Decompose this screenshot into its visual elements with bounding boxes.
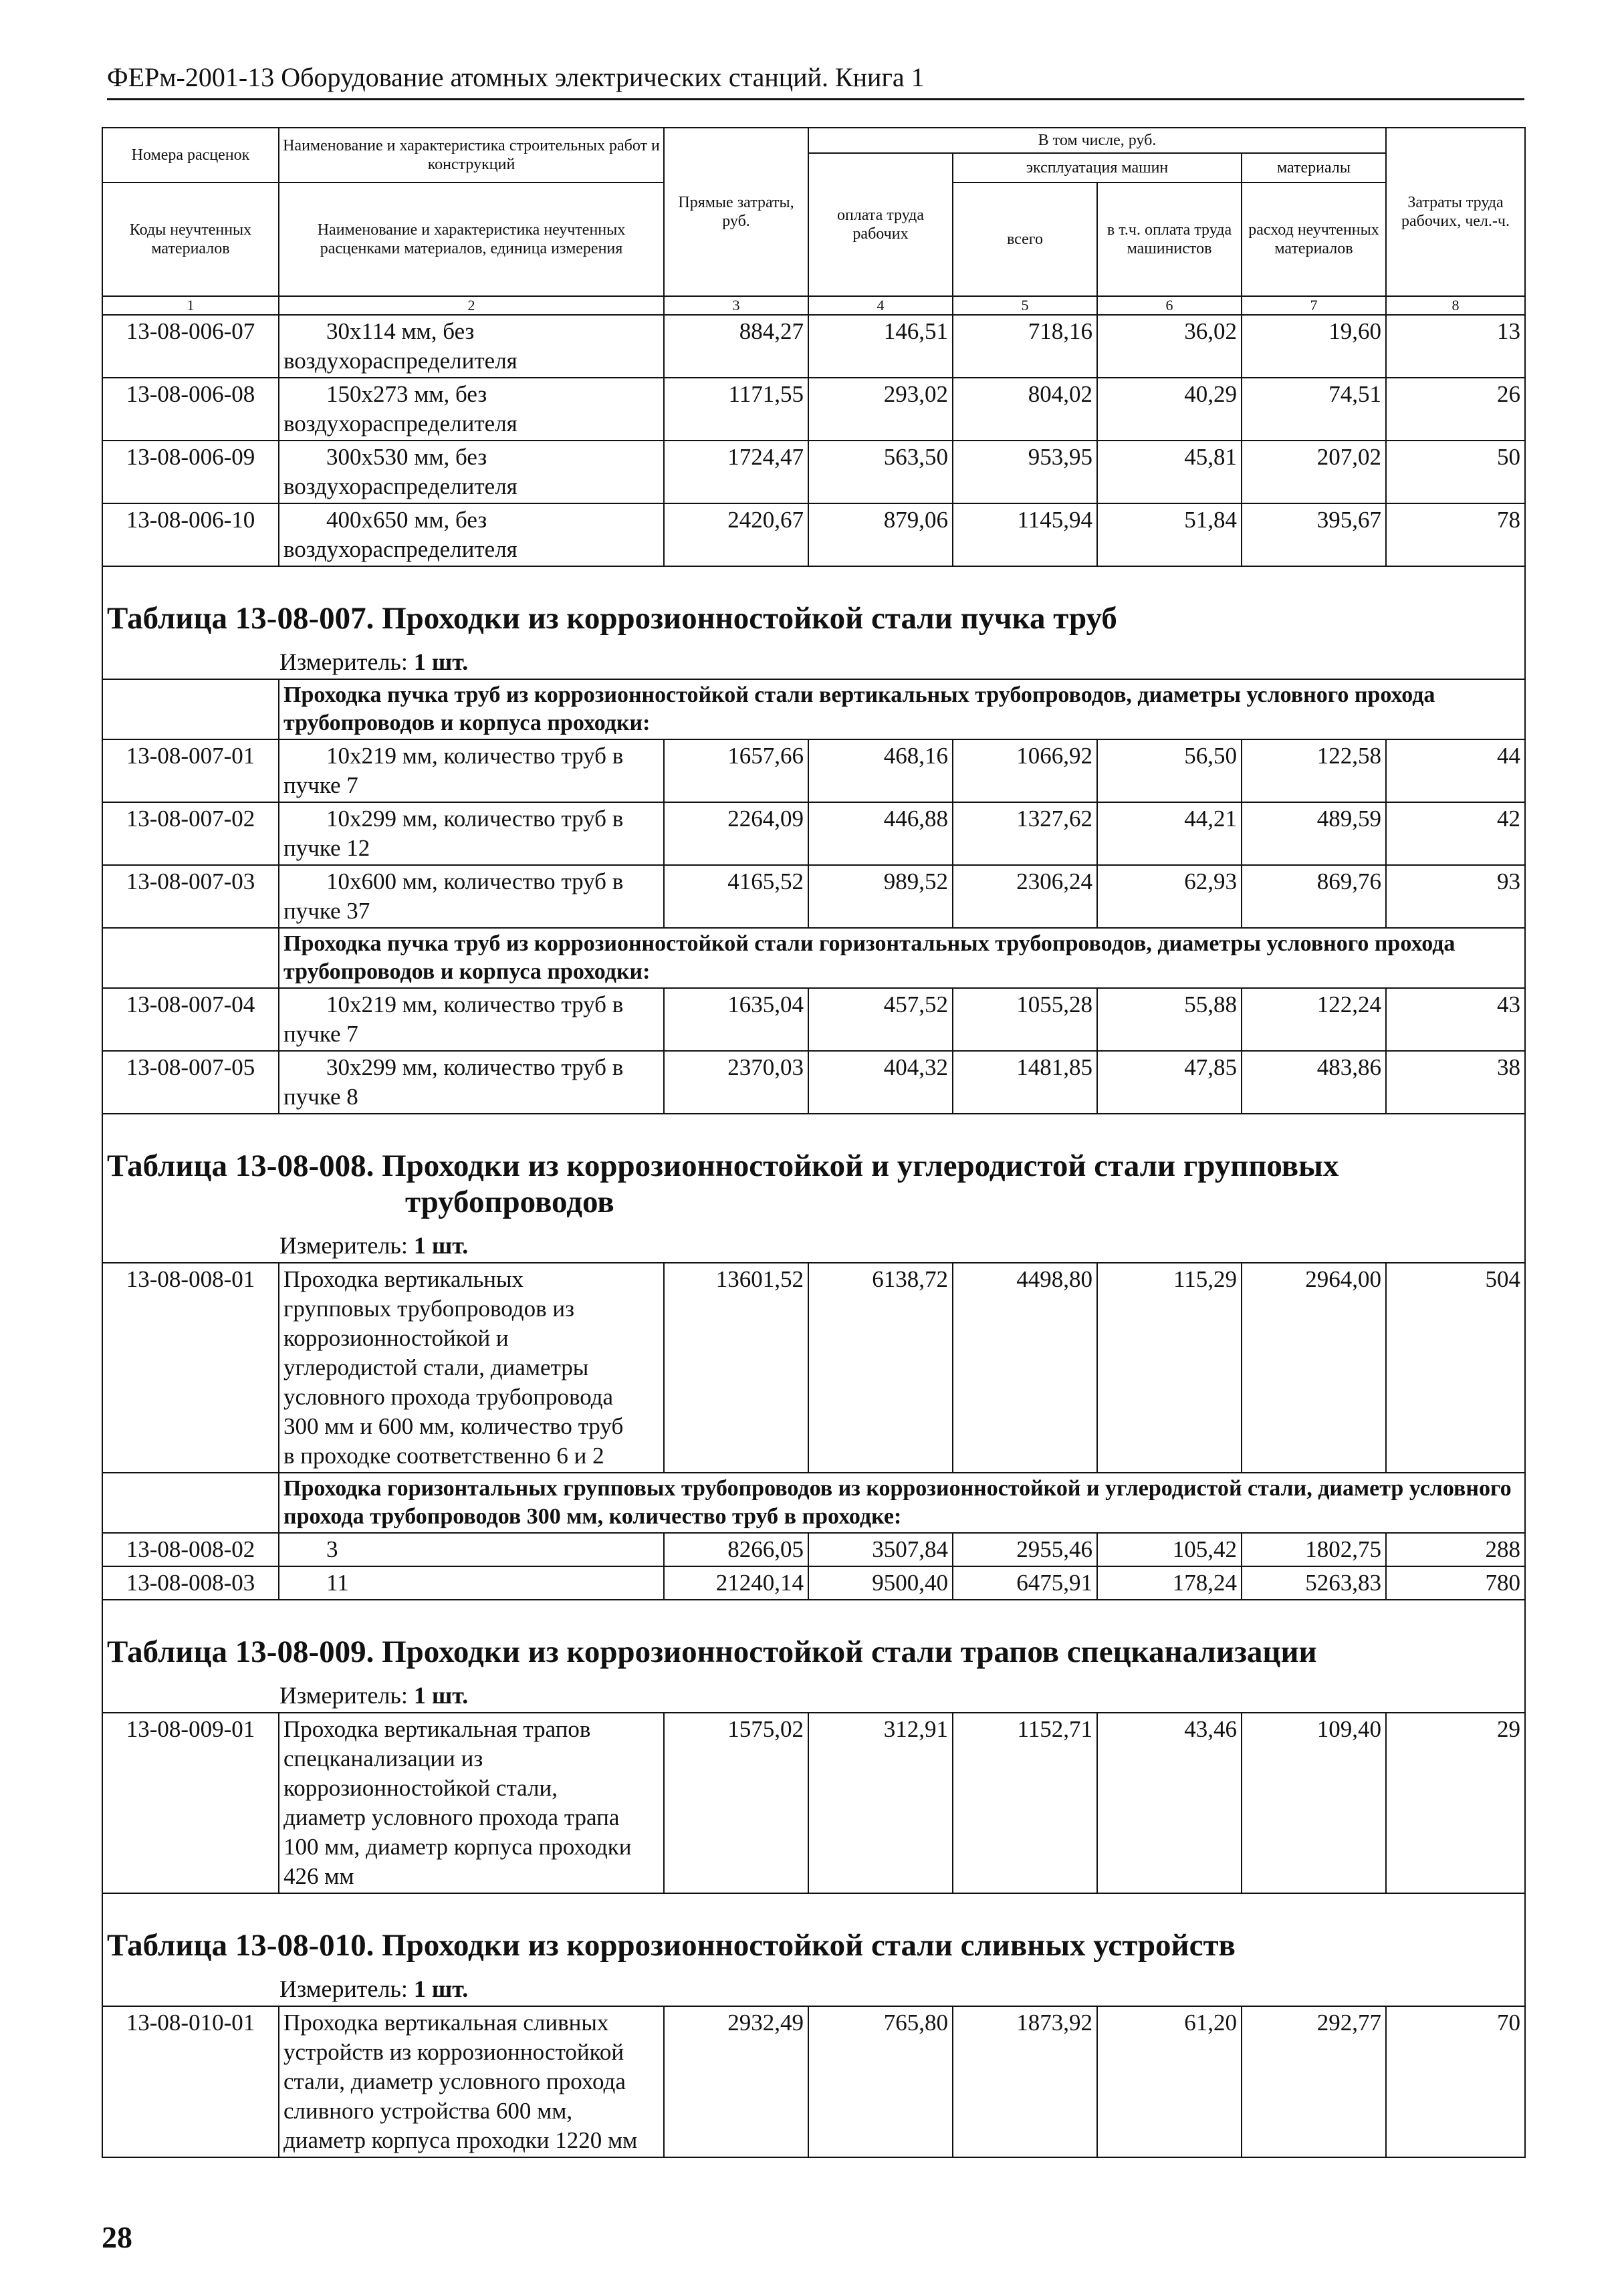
- col-number: 4: [808, 296, 953, 315]
- operators-cost: 47,85: [1097, 1051, 1242, 1114]
- work-name-text: 10x600 мм, количество труб в пучке 37: [283, 868, 624, 924]
- direct-cost: 4165,52: [664, 865, 808, 928]
- operators-cost: 44,21: [1097, 802, 1242, 865]
- operators-cost: 51,84: [1097, 503, 1242, 566]
- direct-cost: 884,27: [664, 315, 808, 378]
- materials-cost: 869,76: [1242, 865, 1386, 928]
- labor-cost: 879,06: [808, 503, 953, 566]
- section-title-line: Таблица 13-08-008. Проходки из коррозионностойкой и углеродистой стали групповых: [107, 1149, 1339, 1183]
- section-title-row: [102, 1148, 1525, 1220]
- unit-label-text: Измеритель:: [279, 648, 408, 675]
- work-name: [279, 315, 664, 378]
- labor-hours: 26: [1386, 378, 1525, 441]
- work-name-text: 400x650 мм, без воздухораспределителя: [283, 507, 517, 562]
- table-row: [102, 865, 1525, 928]
- work-name: [279, 503, 664, 566]
- direct-cost: 1575,02: [664, 1713, 808, 1893]
- unit-label: [107, 648, 468, 675]
- work-name: [279, 988, 664, 1051]
- materials-cost: 2964,00: [1242, 1263, 1386, 1473]
- table-row: [102, 378, 1525, 441]
- direct-cost: 8266,05: [664, 1533, 808, 1566]
- section-title-row: [102, 600, 1525, 636]
- table-row: [102, 1566, 1525, 1600]
- labor-cost: 9500,40: [808, 1566, 953, 1600]
- col-hours-header: Затраты труда рабочих, чел.-ч.: [1386, 128, 1525, 296]
- machines-cost: 804,02: [953, 378, 1097, 441]
- labor-hours: 44: [1386, 739, 1525, 802]
- machines-cost: 1481,85: [953, 1051, 1097, 1114]
- table-row: [102, 441, 1525, 503]
- table-row: [102, 315, 1525, 378]
- machines-cost: 1066,92: [953, 739, 1097, 802]
- group-code-cell: [102, 679, 279, 739]
- header-row-1: [102, 128, 1525, 153]
- operators-cost: 178,24: [1097, 1566, 1242, 1600]
- table-row: [102, 1713, 1525, 1893]
- section-title-line: трубопроводов: [405, 1185, 614, 1219]
- spacer-cell: [102, 566, 1525, 600]
- page-number: 28: [102, 2220, 132, 2254]
- section-spacer: [102, 1893, 1525, 1927]
- in-that-header: В том числе, руб.: [808, 128, 1386, 153]
- spacer-cell: [102, 1893, 1525, 1927]
- table-row: [102, 503, 1525, 566]
- unit-value: 1 шт.: [413, 1232, 469, 1259]
- rate-code: 13-08-006-07: [102, 315, 279, 378]
- col-direct-header: Прямые затраты, руб.: [664, 128, 808, 296]
- unit-value: 1 шт.: [413, 648, 469, 675]
- group-code-cell: [102, 1473, 279, 1533]
- col-number: 6: [1097, 296, 1242, 315]
- section-title-row: [102, 1927, 1525, 1963]
- operators-cost: 43,46: [1097, 1713, 1242, 1893]
- materials-cost: 74,51: [1242, 378, 1386, 441]
- direct-cost: 1635,04: [664, 988, 808, 1051]
- work-name-text: 3: [326, 1536, 338, 1562]
- labor-cost: 404,32: [808, 1051, 953, 1114]
- direct-cost: 1724,47: [664, 441, 808, 503]
- group-row: [102, 679, 1525, 739]
- direct-cost: 2420,67: [664, 503, 808, 566]
- section-title: [102, 1148, 1525, 1220]
- machines-cost: 718,16: [953, 315, 1097, 378]
- table-row: [102, 988, 1525, 1051]
- labor-hours: 13: [1386, 315, 1525, 378]
- unit-label-text: Измеритель:: [279, 1682, 408, 1709]
- materials-cost: 5263,83: [1242, 1566, 1386, 1600]
- rate-code: 13-08-007-04: [102, 988, 279, 1051]
- machines-cost: 1327,62: [953, 802, 1097, 865]
- work-name-text: 150x273 мм, без воздухораспределителя: [283, 381, 517, 437]
- rate-code: 13-08-008-03: [102, 1566, 279, 1600]
- col-name-header: Наименование и характеристика строительных работ и конструкций: [279, 128, 664, 183]
- labor-cost: 563,50: [808, 441, 953, 503]
- rate-code: 13-08-006-08: [102, 378, 279, 441]
- work-name: [279, 739, 664, 802]
- work-name-text: 30x114 мм, без воздухораспределителя: [283, 318, 517, 374]
- rate-code: 13-08-010-01: [102, 2006, 279, 2157]
- operators-cost: 36,02: [1097, 315, 1242, 378]
- direct-cost: 13601,52: [664, 1263, 808, 1473]
- work-name: [279, 1533, 664, 1566]
- direct-cost: 2370,03: [664, 1051, 808, 1114]
- labor-cost: 6138,72: [808, 1263, 953, 1473]
- operators-cost: 45,81: [1097, 441, 1242, 503]
- labor-cost: 457,52: [808, 988, 953, 1051]
- rate-code: 13-08-009-01: [102, 1713, 279, 1893]
- materials-header: материалы: [1242, 153, 1386, 183]
- labor-cost: 765,80: [808, 2006, 953, 2157]
- col-number: 1: [102, 296, 279, 315]
- rate-code: 13-08-008-02: [102, 1533, 279, 1566]
- labor-cost: 446,88: [808, 802, 953, 865]
- operators-cost: 61,20: [1097, 2006, 1242, 2157]
- col-codes-header: Номера расценок: [102, 128, 279, 183]
- rate-code: 13-08-006-09: [102, 441, 279, 503]
- table-row: [102, 1263, 1525, 1473]
- unit-value: 1 шт.: [413, 1975, 469, 2002]
- group-description: Проходка пучка труб из коррозионностойкой стали горизонтальных трубопроводов, диаметры условного прохода трубопроводов и корпуса проходки:: [279, 928, 1525, 988]
- materials-cost: 483,86: [1242, 1051, 1386, 1114]
- labor-cost: 146,51: [808, 315, 953, 378]
- labor-hours: 50: [1386, 441, 1525, 503]
- spacer-cell: [102, 1600, 1525, 1634]
- work-name: [279, 1051, 664, 1114]
- materials-cost: 122,24: [1242, 988, 1386, 1051]
- col-codes-sub-header: Коды неучтенных материалов: [102, 183, 279, 296]
- column-numbers-row: [102, 296, 1525, 315]
- machines-cost: 2955,46: [953, 1533, 1097, 1566]
- running-header: ФЕРм-2001-13 Оборудование атомных электрических станций. Книга 1: [107, 62, 1524, 100]
- materials-cost: 207,02: [1242, 441, 1386, 503]
- labor-hours: 288: [1386, 1533, 1525, 1566]
- materials-cost: 489,59: [1242, 802, 1386, 865]
- section-spacer: [102, 566, 1525, 600]
- labor-hours: 42: [1386, 802, 1525, 865]
- work-name-text: 30x299 мм, количество труб в пучке 8: [283, 1054, 624, 1110]
- machines-cost: 1055,28: [953, 988, 1097, 1051]
- rate-code: 13-08-008-01: [102, 1263, 279, 1473]
- col-name-sub-header: Наименование и характеристика неучтенных расценками материалов, единица измерения: [279, 183, 664, 296]
- rate-code: 13-08-007-02: [102, 802, 279, 865]
- rate-code: 13-08-006-10: [102, 503, 279, 566]
- unit-label: [107, 1682, 468, 1709]
- labor-cost: 293,02: [808, 378, 953, 441]
- labor-cost: 312,91: [808, 1713, 953, 1893]
- work-name-text: 300x530 мм, без воздухораспределителя: [283, 444, 517, 499]
- work-name: [279, 802, 664, 865]
- col-number: 7: [1242, 296, 1386, 315]
- machines-cost: 4498,80: [953, 1263, 1097, 1473]
- section-title: Таблица 13-08-010. Проходки из коррозионностойкой стали сливных устройств: [102, 1927, 1525, 1963]
- machines-cost: 953,95: [953, 441, 1097, 503]
- materials-cost: 292,77: [1242, 2006, 1386, 2157]
- table-row: [102, 739, 1525, 802]
- unit-row: [102, 1670, 1525, 1713]
- work-name-text: 10x219 мм, количество труб в пучке 7: [283, 991, 624, 1047]
- group-code-cell: [102, 928, 279, 988]
- col-operators-header: в т.ч. оплата труда машинистов: [1097, 183, 1242, 296]
- unit-label-text: Измеритель:: [279, 1975, 408, 2002]
- materials-cost: 109,40: [1242, 1713, 1386, 1893]
- unit-label: [107, 1232, 468, 1259]
- group-description: Проходка пучка труб из коррозионностойкой стали вертикальных трубопроводов, диаметры условного прохода трубопроводов и корпуса проходки:: [279, 679, 1525, 739]
- labor-hours: 38: [1386, 1051, 1525, 1114]
- col-labor-header: оплата труда рабочих: [808, 153, 953, 296]
- operators-cost: 55,88: [1097, 988, 1242, 1051]
- direct-cost: 1657,66: [664, 739, 808, 802]
- machines-cost: 1873,92: [953, 2006, 1097, 2157]
- labor-hours: 93: [1386, 865, 1525, 928]
- work-name: [279, 1566, 664, 1600]
- labor-hours: 29: [1386, 1713, 1525, 1893]
- section-spacer: [102, 1114, 1525, 1148]
- section-title: Таблица 13-08-009. Проходки из коррозионностойкой стали трапов спецканализации: [102, 1634, 1525, 1670]
- materials-cost: 395,67: [1242, 503, 1386, 566]
- machines-cost: 1152,71: [953, 1713, 1097, 1893]
- materials-cost: 19,60: [1242, 315, 1386, 378]
- col-number: 5: [953, 296, 1097, 315]
- rate-code: 13-08-007-05: [102, 1051, 279, 1114]
- labor-hours: 504: [1386, 1263, 1525, 1473]
- labor-hours: 43: [1386, 988, 1525, 1051]
- operators-cost: 40,29: [1097, 378, 1242, 441]
- col-machines-total-header: всего: [953, 183, 1097, 296]
- rate-code: 13-08-007-01: [102, 739, 279, 802]
- work-name: [279, 441, 664, 503]
- labor-hours: 780: [1386, 1566, 1525, 1600]
- unit-cell: [102, 636, 1525, 679]
- unit-value: 1 шт.: [413, 1682, 469, 1709]
- operators-cost: 105,42: [1097, 1533, 1242, 1566]
- machines-cost: 6475,91: [953, 1566, 1097, 1600]
- operators-cost: 56,50: [1097, 739, 1242, 802]
- unit-label-text: Измеритель:: [279, 1232, 408, 1259]
- unit-row: [102, 1220, 1525, 1263]
- direct-cost: 2264,09: [664, 802, 808, 865]
- materials-cost: 1802,75: [1242, 1533, 1386, 1566]
- section-title: Таблица 13-08-007. Проходки из коррозионностойкой стали пучка труб: [102, 600, 1525, 636]
- machines-header: эксплуатация машин: [953, 153, 1242, 183]
- work-name: [279, 378, 664, 441]
- unit-row: [102, 1963, 1525, 2006]
- unit-cell: [102, 1670, 1525, 1713]
- unit-label: [107, 1975, 468, 2002]
- labor-cost: 3507,84: [808, 1533, 953, 1566]
- price-table: [102, 127, 1526, 2158]
- work-name: Проходка вертикальная трапов спецканализации из коррозионностойкой стали, диаметр условного прохода трапа 100 мм, диаметр корпуса проходки 426 мм: [279, 1713, 664, 1893]
- table-row: [102, 1051, 1525, 1114]
- work-name-text: 10x299 мм, количество труб в пучке 12: [283, 806, 624, 861]
- col-number: 8: [1386, 296, 1525, 315]
- direct-cost: 21240,14: [664, 1566, 808, 1600]
- rate-code: 13-08-007-03: [102, 865, 279, 928]
- work-name: [279, 865, 664, 928]
- labor-hours: 70: [1386, 2006, 1525, 2157]
- table-row: [102, 802, 1525, 865]
- machines-cost: 2306,24: [953, 865, 1097, 928]
- operators-cost: 62,93: [1097, 865, 1242, 928]
- work-name-text: 11: [326, 1570, 349, 1596]
- work-name: Проходка вертикальных групповых трубопроводов из коррозионностойкой и углеродистой стали, диаметры условного прохода трубопровода 300 мм и 600 мм, количество труб в проходке соответственно 6 и 2: [279, 1263, 664, 1473]
- section-spacer: [102, 1600, 1525, 1634]
- group-row: [102, 1473, 1525, 1533]
- unit-row: [102, 636, 1525, 679]
- labor-cost: 468,16: [808, 739, 953, 802]
- spacer-cell: [102, 1114, 1525, 1148]
- col-materials-header: расход неучтенных материалов: [1242, 183, 1386, 296]
- direct-cost: 1171,55: [664, 378, 808, 441]
- machines-cost: 1145,94: [953, 503, 1097, 566]
- section-title-row: [102, 1634, 1525, 1670]
- col-number: 2: [279, 296, 664, 315]
- group-row: [102, 928, 1525, 988]
- unit-cell: [102, 1963, 1525, 2006]
- operators-cost: 115,29: [1097, 1263, 1242, 1473]
- unit-cell: [102, 1220, 1525, 1263]
- table-row: [102, 1533, 1525, 1566]
- work-name-text: 10x219 мм, количество труб в пучке 7: [283, 743, 624, 798]
- group-description: Проходка горизонтальных групповых трубопроводов из коррозионностойкой и углеродистой стали, диаметр условного прохода трубопроводов 300 мм, количество труб в проходке:: [279, 1473, 1525, 1533]
- direct-cost: 2932,49: [664, 2006, 808, 2157]
- materials-cost: 122,58: [1242, 739, 1386, 802]
- col-number: 3: [664, 296, 808, 315]
- labor-hours: 78: [1386, 503, 1525, 566]
- table-row: [102, 2006, 1525, 2157]
- labor-cost: 989,52: [808, 865, 953, 928]
- work-name: Проходка вертикальная сливных устройств из коррозионностойкой стали, диаметр условного прохода сливного устройства 600 мм, диаметр корпуса проходки 1220 мм: [279, 2006, 664, 2157]
